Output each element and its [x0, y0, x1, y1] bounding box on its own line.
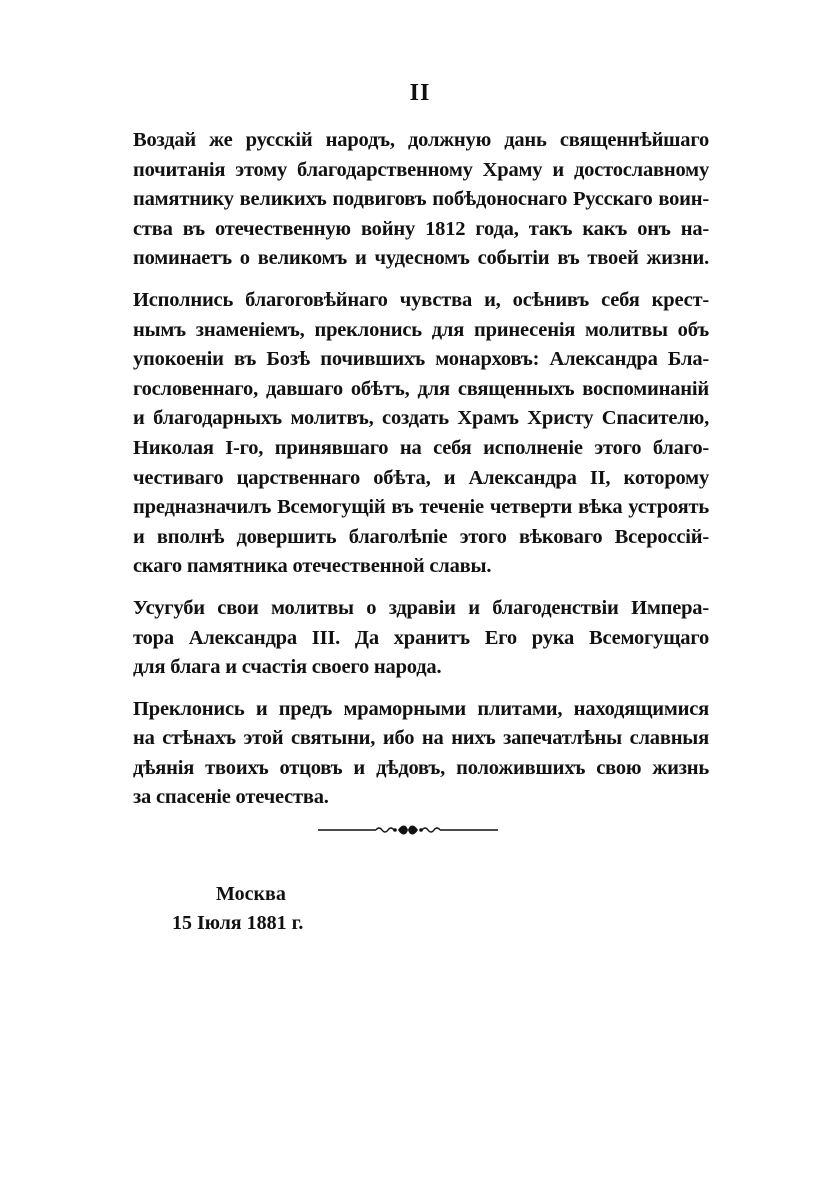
text-line: почитанія этому благодарственному Храму и достославному: [133, 158, 709, 181]
text-line: Николая I-го, принявшаго на себя исполненіе этого благо-: [133, 436, 709, 459]
page-number: II: [409, 80, 431, 106]
text-line: и благодарныхъ молитвъ, создать Храмъ Христу Спасителю,: [133, 407, 709, 430]
paragraph-3: [133, 594, 709, 683]
text-line: упокоеніи въ Бозѣ почившихъ монарховъ: Александра Бла-: [133, 348, 709, 371]
text-line: Исполнись благоговѣйнаго чувства и, осѣнивъ себя крест-: [133, 288, 709, 311]
signature-block: [172, 880, 303, 938]
text-line: честиваго царственнаго обѣта, и Александра II, которому: [133, 466, 709, 489]
text-line: для блага и счастія своего народа.: [133, 656, 442, 679]
paragraph-4: [133, 695, 709, 813]
text-block: [133, 126, 709, 825]
text-line: скаго памятника отечественной славы.: [133, 555, 492, 578]
ornamental-rule-icon: [318, 820, 498, 840]
text-line: и вполнѣ довершить благолѣпіе этого вѣковаго Всероссій-: [133, 525, 709, 548]
text-line: дѣянія твоихъ отцовъ и дѣдовъ, положившихъ свою жизнь: [133, 756, 709, 779]
signature-place: Москва: [216, 883, 286, 905]
text-line: Преклонись и предъ мраморными плитами, находящимися: [133, 697, 709, 720]
text-line: на стѣнахъ этой святыни, ибо на нихъ запечатлѣны славныя: [133, 727, 709, 750]
text-line: гословеннаго, давшаго обѣтъ, для священныхъ воспоминаній: [133, 377, 709, 400]
text-line: за спасеніе отечества.: [133, 786, 329, 809]
text-line: предназначилъ Всемогущій въ теченіе четверти вѣка устроять: [133, 496, 709, 519]
paragraph-2: [133, 286, 709, 582]
text-line: поминаетъ о великомъ и чудесномъ событіи въ твоей жизни.: [133, 247, 709, 270]
text-line: памятнику великихъ подвиговъ побѣдоноснаго Русскаго воин-: [133, 188, 709, 211]
text-line: Усугуби свои молитвы о здравіи и благоденствіи Импера-: [133, 596, 709, 619]
text-line: ства въ отечественную войну 1812 года, такъ какъ онъ на-: [133, 217, 709, 240]
signature-date: 15 Іюля 1881 г.: [172, 912, 304, 934]
text-line: тора Александра III. Да хранитъ Его рука Всемогущаго: [133, 626, 709, 649]
text-line: Воздай же русскій народъ, должную дань священнѣйшаго: [133, 129, 709, 151]
paragraph-1: [133, 126, 709, 274]
text-line: нымъ знаменіемъ, преклонись для принесенія молитвы объ: [133, 318, 709, 341]
